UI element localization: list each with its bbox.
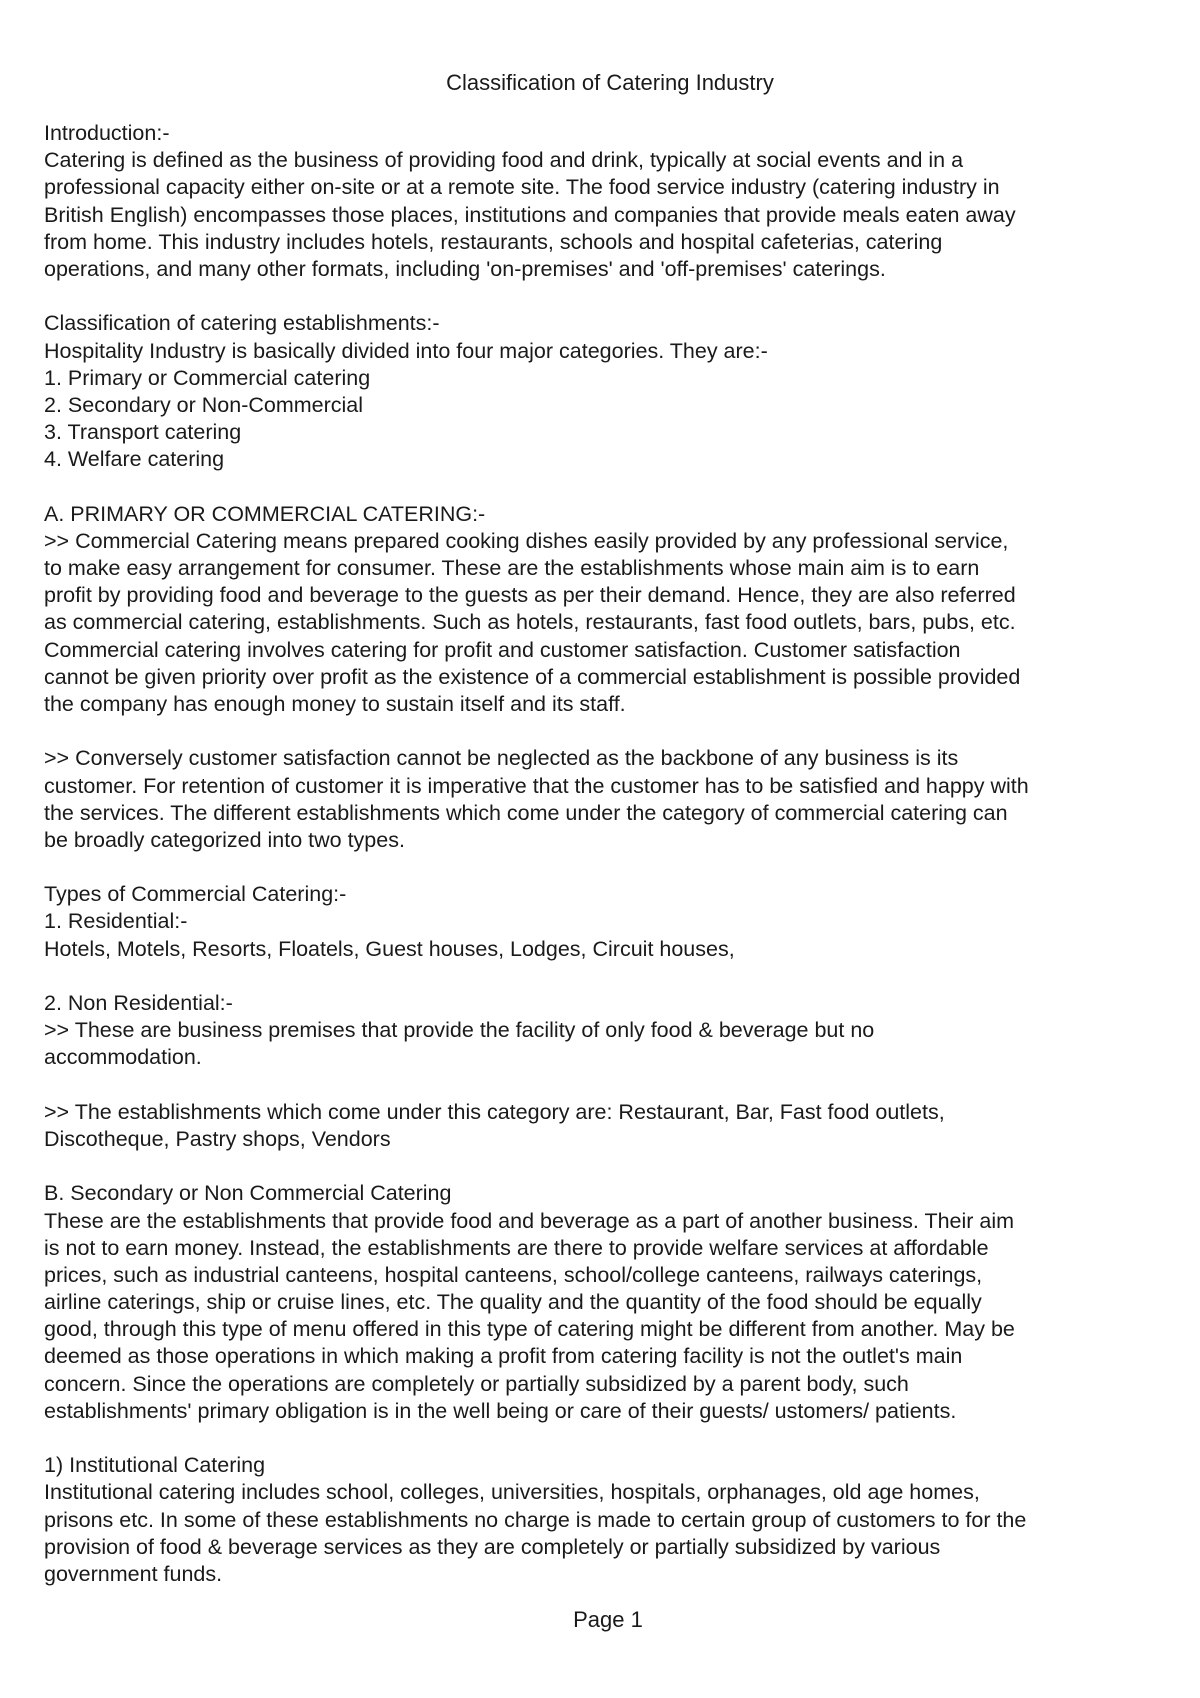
text-line: 3. Transport catering: [44, 420, 242, 445]
text-line: Introduction:-: [44, 121, 170, 145]
text-line: 2. Secondary or Non-Commercial: [44, 392, 364, 417]
text-line: B. Secondary or Non Commercial Catering: [44, 1181, 452, 1206]
text-line: Discotheque, Pastry shops, Vendors: [44, 1126, 391, 1151]
text-line: >> The establishments which come under this category are: Restaurant, Bar, Fast food outlets,: [44, 1099, 945, 1124]
document-body: [44, 120, 1160, 1588]
text-line: prisons etc. In some of these establishments no charge is made to certain group of customers to for the: [44, 1507, 1027, 1532]
text-line: concern. Since the operations are completely or partially subsidized by a parent body, such: [44, 1371, 909, 1396]
text-line: airline caterings, ship or cruise lines, etc. The quality and the quantity of the food should be equally: [44, 1290, 982, 1315]
text-line: the services. The different establishments which come under the category of commercial catering can: [44, 800, 1008, 825]
page-number: Page 1: [573, 1607, 643, 1632]
text-line: British English) encompasses those places, institutions and companies that provide meals eaten away: [44, 202, 1016, 227]
text-line: provision of food & beverage services as they are completely or partially subsidized by various: [44, 1534, 941, 1559]
text-line: Catering is defined as the business of providing food and drink, typically at social events and in a: [44, 148, 964, 173]
text-line: good, through this type of menu offered in this type of catering might be different from another. May be: [44, 1317, 1015, 1342]
text-line: 2. Non Residential:-: [44, 991, 233, 1015]
text-line: government funds.: [44, 1561, 223, 1586]
paragraph-gap: [44, 1153, 1160, 1180]
text-line: 1. Primary or Commercial catering: [44, 365, 371, 390]
text-line: 1) Institutional Catering: [44, 1453, 266, 1478]
paragraph-gap: [44, 1072, 1160, 1099]
paragraph-gap: [44, 854, 1160, 881]
text-line: 1. Residential:-: [44, 909, 188, 934]
text-line: Commercial catering involves catering for profit and customer satisfaction. Customer satisfaction: [44, 637, 961, 662]
text-line: accommodation.: [44, 1045, 202, 1070]
document-title: Classification of Catering Industry: [446, 70, 774, 95]
text-line: customer. For retention of customer it is imperative that the customer has to be satisfied and happy with: [44, 773, 1029, 798]
paragraph-gap: [44, 718, 1160, 745]
text-line: professional capacity either on-site or at a remote site. The food service industry (catering industry in: [44, 175, 1000, 200]
text-line: Hotels, Motels, Resorts, Floatels, Guest houses, Lodges, Circuit houses,: [44, 936, 735, 961]
text-line: These are the establishments that provide food and beverage as a part of another business. Their aim: [44, 1208, 1015, 1233]
text-line: is not to earn money. Instead, the establishments are there to provide welfare services at affordable: [44, 1235, 989, 1260]
text-line: cannot be given priority over profit as the existence of a commercial establishment is possible provided: [44, 664, 1021, 689]
paragraph-gap: [44, 283, 1160, 310]
text-line: Hospitality Industry is basically divided into four major categories. They are:-: [44, 338, 768, 363]
text-line: prices, such as industrial canteens, hospital canteens, school/college canteens, railways caterings,: [44, 1262, 983, 1287]
text-line: 4. Welfare catering: [44, 447, 225, 472]
text-line: profit by providing food and beverage to the guests as per their demand. Hence, they are also referred: [44, 583, 1016, 608]
paragraph-gap: [44, 1425, 1160, 1452]
text-line: from home. This industry includes hotels, restaurants, schools and hospital cafeterias, catering: [44, 229, 943, 254]
text-line: >> Commercial Catering means prepared cooking dishes easily provided by any professional service,: [44, 528, 1009, 553]
text-line: >> These are business premises that provide the facility of only food & beverage but no: [44, 1018, 875, 1043]
text-line: Classification of catering establishments:-: [44, 311, 440, 336]
text-line: deemed as those operations in which making a profit from catering facility is not the outlet's main: [44, 1344, 963, 1369]
text-line: A. PRIMARY OR COMMERCIAL CATERING:-: [44, 501, 486, 526]
paragraph-gap: [44, 473, 1160, 500]
text-line: as commercial catering, establishments. Such as hotels, restaurants, fast food outlets, bars, pubs, etc.: [44, 610, 1016, 635]
text-line: establishments' primary obligation is in the well being or care of their guests/ ustomers/ patients.: [44, 1398, 957, 1423]
text-line: to make easy arrangement for consumer. These are the establishments whose main aim is to earn: [44, 556, 980, 580]
text-line: be broadly categorized into two types.: [44, 827, 405, 852]
text-line: Institutional catering includes school, colleges, universities, hospitals, orphanages, old age homes,: [44, 1480, 980, 1505]
text-line: the company has enough money to sustain itself and its staff.: [44, 691, 626, 716]
paragraph-gap: [44, 963, 1160, 990]
text-line: Types of Commercial Catering:-: [44, 882, 347, 907]
text-line: >> Conversely customer satisfaction cannot be neglected as the backbone of any business is its: [44, 746, 959, 771]
text-line: operations, and many other formats, including 'on-premises' and 'off-premises' caterings.: [44, 256, 886, 281]
